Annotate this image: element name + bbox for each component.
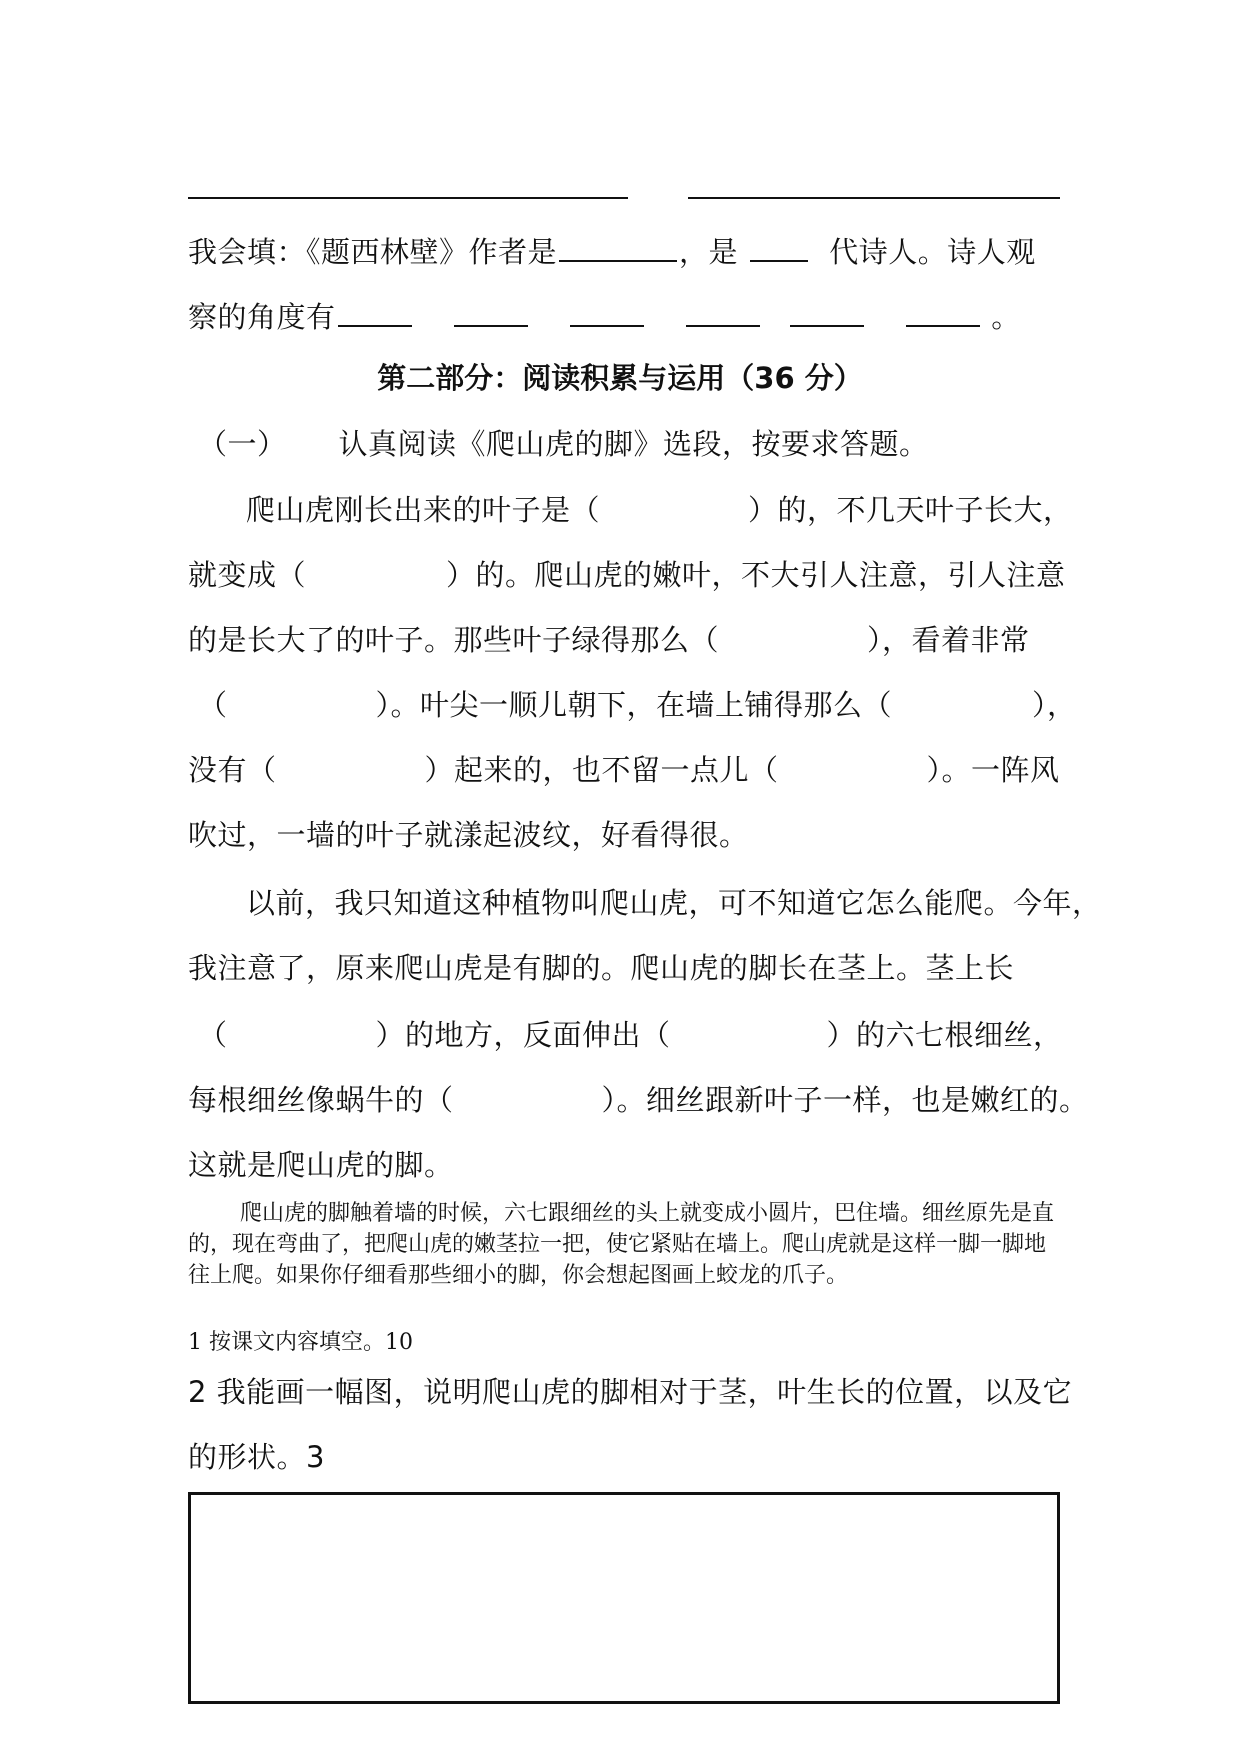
passage-text: ）的。爬山虎的嫩叶，不大引人注意，引人注意 xyxy=(446,558,1066,592)
passage-text: 每根细丝像蜗牛的（ xyxy=(188,1083,454,1117)
section1-instruction: 认真阅读《爬山虎的脚》选段，按要求答题。 xyxy=(338,427,929,461)
passage-text: 以前，我只知道这种植物叫爬山虎，可不知道它怎么能爬。今年， xyxy=(246,886,1102,920)
dynasty-blank[interactable] xyxy=(750,230,808,262)
passage-p2-line5 xyxy=(188,1145,454,1185)
answer-line-left[interactable] xyxy=(188,197,628,199)
author-question-line2 xyxy=(188,295,1021,337)
passage-text: ）的六七根细丝， xyxy=(826,1018,1063,1052)
angle-blank-1[interactable] xyxy=(338,295,412,327)
section1-line xyxy=(198,424,929,464)
passage-text: ），看着非常 xyxy=(867,623,1030,657)
angle-blank-2[interactable] xyxy=(454,295,528,327)
passage-p3-text: 爬山虎的脚触着墙的时候，六七跟细丝的头上就变成小圆片，巴住墙。细丝原先是直的，现在弯曲了，把爬山虎的嫩茎拉一把，使它紧贴在墙上。爬山虎就是这样一脚一脚地往上爬。如果你仔细看那些细小的脚，你会想起图画上蛟龙的爪子。 xyxy=(188,1201,1055,1288)
passage-text: （ xyxy=(198,1018,228,1052)
passage-text: ）。一阵风 xyxy=(926,753,1060,787)
angle-blank-6[interactable] xyxy=(906,295,980,327)
question-2-line1 xyxy=(188,1372,1072,1412)
passage-text: ）起来的，也不留一点儿（ xyxy=(424,753,779,787)
angle-blank-5[interactable] xyxy=(790,295,864,327)
angle-question-prefix: 察的角度有 xyxy=(188,300,336,334)
passage-p1-line3 xyxy=(188,620,1030,660)
passage-text: ）的，不几天叶子长大， xyxy=(748,493,1073,527)
passage-text: ）， xyxy=(1032,688,1077,722)
author-blank[interactable] xyxy=(559,230,677,262)
passage-text: 的是长大了的叶子。那些叶子绿得那么（ xyxy=(188,623,720,657)
passage-text: ）的地方，反面伸出（ xyxy=(375,1018,671,1052)
question-2-line2 xyxy=(188,1437,325,1477)
passage-p2-line4 xyxy=(188,1080,1089,1120)
passage-text: 就变成（ xyxy=(188,558,307,592)
section1-label: （一） xyxy=(198,427,287,461)
passage-p2-line2 xyxy=(188,948,1014,988)
passage-p1-line2 xyxy=(188,555,1066,595)
passage-text: 这就是爬山虎的脚。 xyxy=(188,1148,454,1182)
answer-line-right[interactable] xyxy=(688,197,1060,199)
passage-text: 没有（ xyxy=(188,753,277,787)
passage-p1-line1 xyxy=(246,490,1073,530)
passage-text: ）。叶尖一顺儿朝下，在墙上铺得那么（ xyxy=(375,688,893,722)
passage-text: 我注意了，原来爬山虎是有脚的。爬山虎的脚长在茎上。茎上长 xyxy=(188,951,1015,985)
question-2-text: 的形状。3 xyxy=(188,1440,325,1474)
part2-heading: 第二部分：阅读积累与运用（36 分） xyxy=(377,361,863,395)
passage-p1-line6 xyxy=(188,815,749,855)
passage-p2-line1 xyxy=(246,883,1102,923)
question-2-text: 2 我能画一幅图，说明爬山虎的脚相对于茎，叶生长的位置，以及它 xyxy=(188,1375,1073,1409)
angle-blank-4[interactable] xyxy=(686,295,760,327)
angle-blank-3[interactable] xyxy=(570,295,644,327)
passage-text: 爬山虎刚长出来的叶子是（ xyxy=(246,493,601,527)
passage-text: 吹过，一墙的叶子就漾起波纹，好看得很。 xyxy=(188,818,749,852)
passage-p1-line5 xyxy=(188,750,1060,790)
angle-question-end: 。 xyxy=(991,300,1021,334)
author-question-prefix: 我会填：《题西林壁》作者是 xyxy=(188,235,558,269)
author-question-middle: ，是 xyxy=(679,235,739,269)
passage-p2-line3 xyxy=(198,1015,1063,1055)
drawing-answer-box[interactable] xyxy=(188,1492,1060,1704)
question-1: 1 按课文内容填空。10 xyxy=(188,1330,413,1355)
passage-p3 xyxy=(188,1198,1058,1291)
passage-text: （ xyxy=(198,688,228,722)
passage-p1-line4 xyxy=(198,685,1077,725)
author-question-line1 xyxy=(188,230,1036,272)
author-question-suffix: 代诗人。诗人观 xyxy=(829,235,1036,269)
passage-text: ）。细丝跟新叶子一样，也是嫩红的。 xyxy=(601,1083,1089,1117)
